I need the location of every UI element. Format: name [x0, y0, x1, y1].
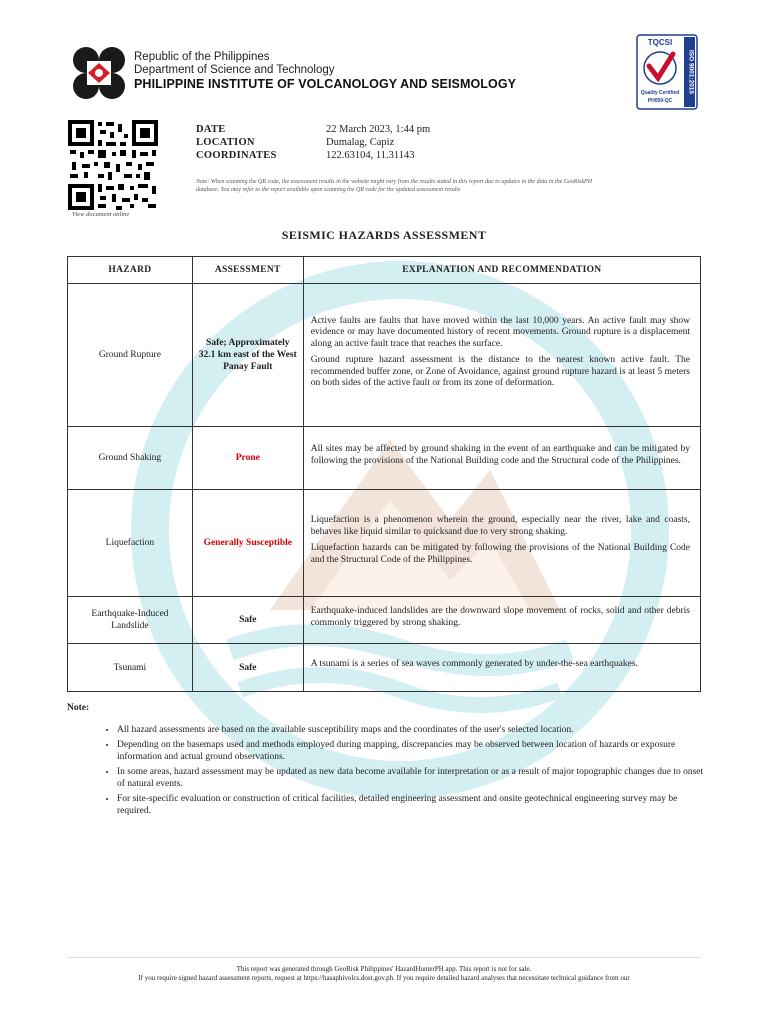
agency-line-1: Republic of the Philippines	[134, 51, 270, 63]
hazard-cell: Ground Rupture	[68, 284, 193, 427]
agency-name	[134, 51, 516, 92]
report-title: SEISMIC HAZARDS ASSESSMENT	[281, 228, 487, 242]
location-value: Dumalag, Capiz	[326, 137, 395, 148]
report-meta	[196, 123, 526, 162]
note-item: • Depending on the basemaps used and methods employed during mapping, discrepancies may be observed between location of hazards or exposure information and actual ground observations.	[117, 739, 707, 763]
header-assessment: ASSESSMENT	[192, 257, 303, 284]
assessment-cell: Safe; Approximately 32.1 km east of the West Panay Fault	[192, 284, 303, 427]
table-row-tsunami	[68, 644, 701, 692]
date-value: 22 March 2023, 1:44 pm	[326, 124, 431, 135]
svg-text:Quality Certified: Quality Certified	[640, 90, 680, 96]
footer-divider	[67, 957, 701, 958]
footer-line-2: If you require signed hazard assessment reports, request at https://hasaphivolcs.dost.gov.ph. If you require detailed hazard analyses that necessitate technical guidance from our	[138, 974, 630, 982]
explanation-cell	[303, 490, 700, 597]
header-explanation: EXPLANATION AND RECOMMENDATION	[303, 257, 700, 284]
notes-title: Note:	[67, 703, 90, 713]
explanation-paragraph: Liquefaction hazards can be mitigated by following the provisions of the National Building Code and the Structural Code of the Philippines.	[310, 543, 690, 565]
table-row-ground-rupture	[68, 284, 701, 427]
location-label: LOCATION	[196, 137, 255, 148]
assessment-cell: Generally Susceptible	[192, 490, 303, 597]
explanation-paragraph: All sites may be affected by ground shaking in the event of an earthquake and can be mitigated by following the provisions of the National Building code and the Structural code of the Philippines.	[310, 444, 690, 466]
explanation-cell	[303, 427, 700, 490]
explanation-paragraph: Ground rupture hazard assessment is the distance to the nearest known active fault. The recommended buffer zone, or Zone of Avoidance, against ground rupture hazard is at least 5 meters on both sides of the active fault or from its zone of deformation.	[310, 355, 690, 388]
assessment-cell: Safe	[192, 644, 303, 692]
note-item: • All hazard assessments are based on the available susceptibility maps and the coordinates of the user's selected location.	[117, 724, 707, 736]
table-row-liquefaction	[68, 490, 701, 597]
table-row-landslide	[68, 597, 701, 644]
date-label: DATE	[196, 124, 226, 135]
table-row-ground-shaking	[68, 427, 701, 490]
table-header-row	[68, 257, 701, 284]
hazards-table	[67, 256, 701, 692]
explanation-paragraph: Earthquake-induced landslides are the downward slope movement of rocks, solid and other debris commonly triggered by strong shaking.	[310, 606, 690, 628]
report-footer	[67, 965, 701, 983]
explanation-cell	[303, 284, 700, 427]
note-item: • For site-specific evaluation or construction of critical facilities, detailed engineering assessment and onsite geotechnical engineering survey may be required.	[117, 793, 707, 817]
svg-text:ISO 9001:2015: ISO 9001:2015	[687, 49, 695, 95]
note-item: • In some areas, hazard assessment may be updated as new data become available for interpretation or as a result of major topographic changes due to onset of natural events.	[117, 766, 707, 790]
assessment-cell: Prone	[192, 427, 303, 490]
report-header	[68, 38, 698, 112]
hazard-cell: Earthquake-Induced Landslide	[68, 597, 193, 644]
coordinates-value: 122.63104, 11.31143	[326, 150, 415, 161]
hazard-cell: Tsunami	[68, 644, 193, 692]
iso-certification-badge	[636, 34, 698, 110]
notes-section	[67, 702, 707, 820]
qr-code[interactable]	[68, 120, 158, 210]
qr-caption: View document online	[72, 211, 130, 218]
footer-line-1: This report was generated through GeoRisk Philippines' HazardHunterPH app. This report is not for sale.	[236, 965, 532, 973]
qr-note: Note: When scanning the QR code, the assessment results in the website might vary from the results stated in this report due to updates in the data in the GeoRiskPH database. You may refer to the report available upon scanning the QR code for the updated assessment results	[196, 179, 593, 193]
assessment-cell: Safe	[192, 597, 303, 644]
svg-text:PH059-QC: PH059-QC	[647, 98, 673, 104]
hazard-cell: Liquefaction	[68, 490, 193, 597]
explanation-cell	[303, 597, 700, 644]
agency-line-3: PHILIPPINE INSTITUTE OF VOLCANOLOGY AND SEISMOLOGY	[134, 77, 517, 91]
explanation-paragraph: A tsunami is a series of sea waves commonly generated by under-the-sea earthquakes.	[310, 659, 638, 670]
notes-list	[67, 724, 707, 817]
header-hazard: HAZARD	[68, 257, 193, 284]
coordinates-label: COORDINATES	[196, 150, 277, 161]
agency-line-2: Department of Science and Technology	[134, 64, 335, 76]
dost-phivolcs-logo	[68, 42, 130, 104]
explanation-paragraph: Active faults are faults that have moved within the last 10,000 years. An active fault may show evidence or may have documented history of recent movements. Ground rupture is a displacement along an active fault trace that reaches the surface.	[310, 315, 690, 349]
explanation-cell	[303, 644, 700, 692]
explanation-paragraph: Liquefaction is a phenomenon wherein the ground, especially near the river, lake and coasts, behaves like liquid similar to quicksand due to very strong shaking.	[310, 515, 690, 537]
svg-text:TQCSI: TQCSI	[647, 38, 673, 47]
hazard-cell: Ground Shaking	[68, 427, 193, 490]
